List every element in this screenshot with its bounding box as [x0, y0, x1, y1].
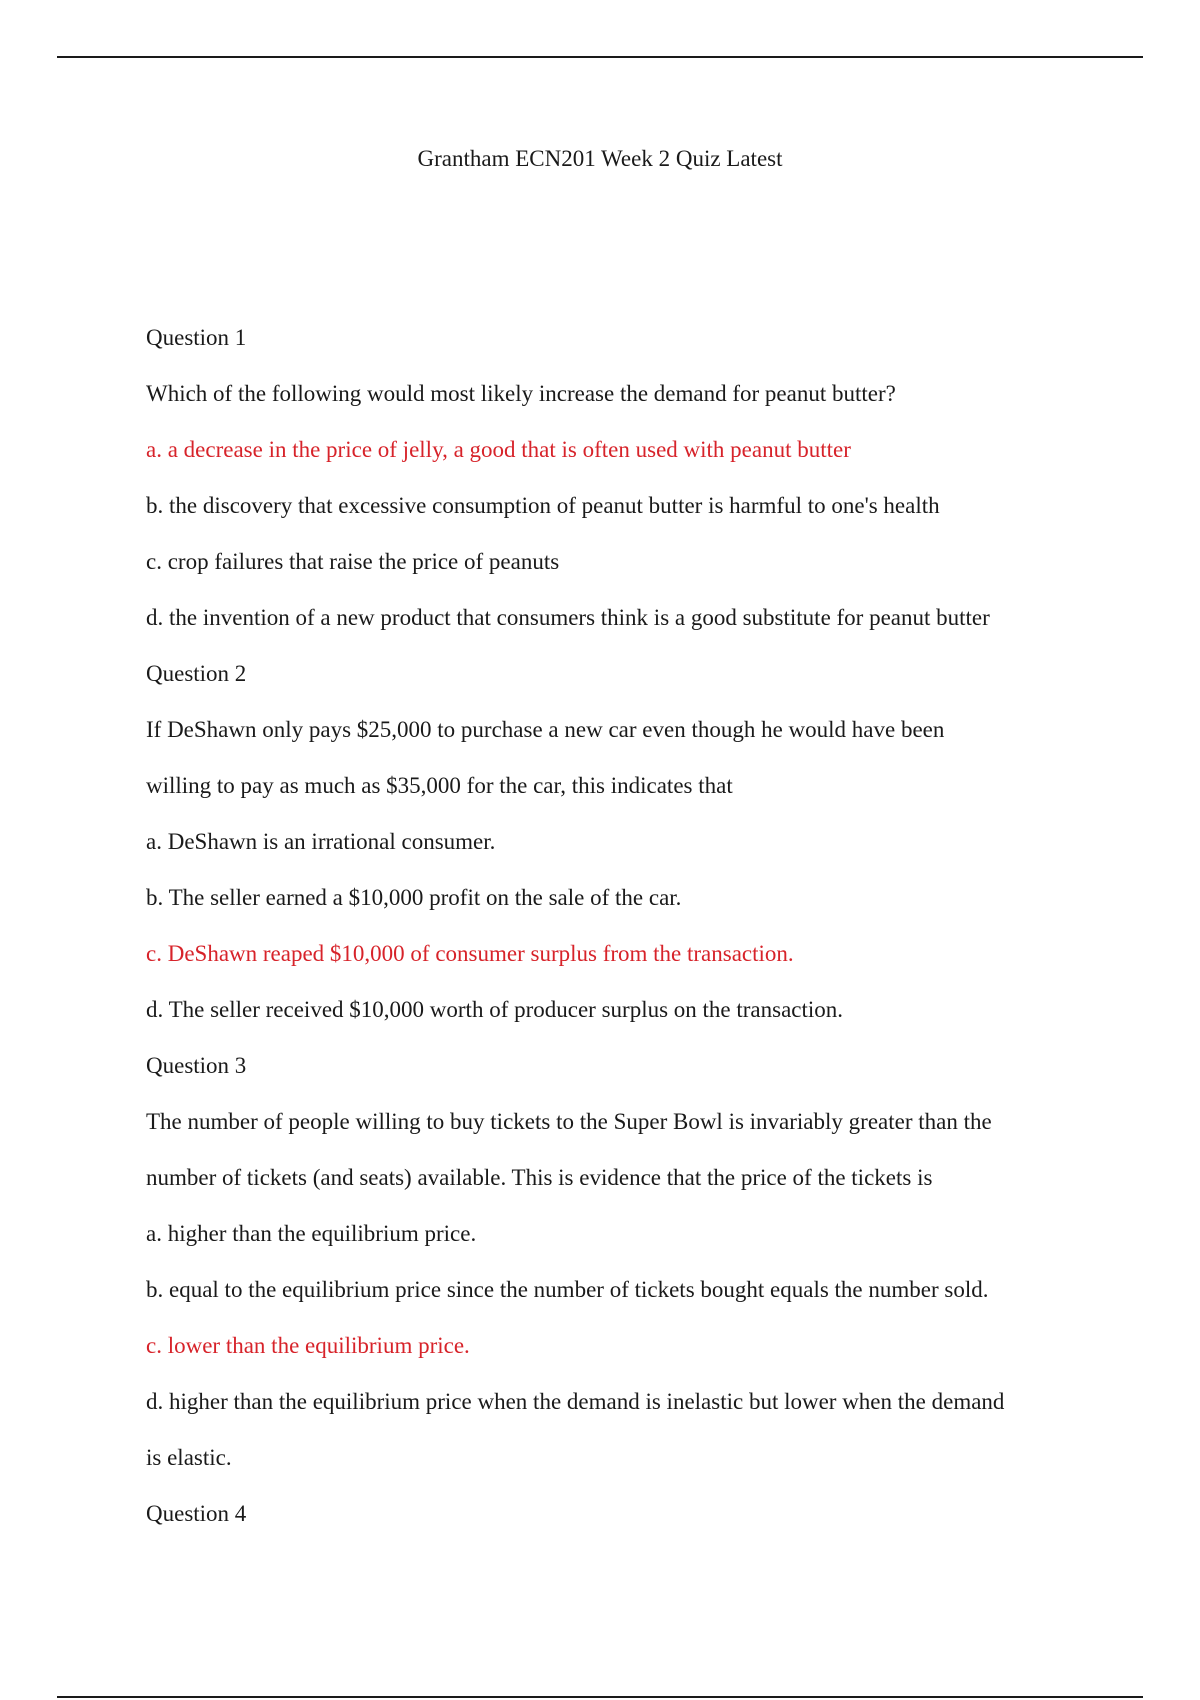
question-prompt: willing to pay as much as $35,000 for the car, this indicates that: [146, 773, 733, 798]
question-prompt: If DeShawn only pays $25,000 to purchase a new car even though he would have been: [146, 717, 945, 742]
question-heading: Question 4: [146, 1501, 247, 1526]
answer-option-correct: c. DeShawn reaped $10,000 of consumer surplus from the transaction.: [146, 941, 794, 966]
answer-option-continued: is elastic.: [146, 1445, 232, 1470]
question-prompt: number of tickets (and seats) available. This is evidence that the price of the tickets is: [146, 1165, 933, 1190]
quiz-content: [146, 310, 1106, 1542]
answer-option: b. The seller earned a $10,000 profit on the sale of the car.: [146, 885, 682, 910]
question-block: [146, 1486, 1106, 1542]
answer-option: c. crop failures that raise the price of peanuts: [146, 549, 560, 574]
answer-option: b. equal to the equilibrium price since the number of tickets bought equals the number sold.: [146, 1277, 989, 1302]
answer-option: a. DeShawn is an irrational consumer.: [146, 829, 496, 854]
answer-option: a. higher than the equilibrium price.: [146, 1221, 477, 1246]
answer-option: d. the invention of a new product that consumers think is a good substitute for peanut butter: [146, 605, 990, 630]
question-block: [146, 1038, 1106, 1486]
document-title: Grantham ECN201 Week 2 Quiz Latest: [417, 146, 783, 171]
footer-rule: [57, 1696, 1143, 1698]
question-heading: Question 3: [146, 1053, 247, 1078]
question-block: [146, 310, 1106, 646]
answer-option-correct: a. a decrease in the price of jelly, a good that is often used with peanut butter: [146, 437, 851, 462]
question-block: [146, 646, 1106, 1038]
question-prompt: The number of people willing to buy tickets to the Super Bowl is invariably greater than the: [146, 1109, 992, 1134]
header-rule: [57, 56, 1143, 58]
answer-option-correct: c. lower than the equilibrium price.: [146, 1333, 470, 1358]
answer-option: b. the discovery that excessive consumption of peanut butter is harmful to one's health: [146, 493, 940, 518]
answer-option: d. The seller received $10,000 worth of producer surplus on the transaction.: [146, 997, 844, 1022]
answer-option: d. higher than the equilibrium price when the demand is inelastic but lower when the demand: [146, 1389, 1005, 1414]
question-heading: Question 1: [146, 325, 247, 350]
question-heading: Question 2: [146, 661, 247, 686]
question-prompt: Which of the following would most likely increase the demand for peanut butter?: [146, 381, 896, 406]
